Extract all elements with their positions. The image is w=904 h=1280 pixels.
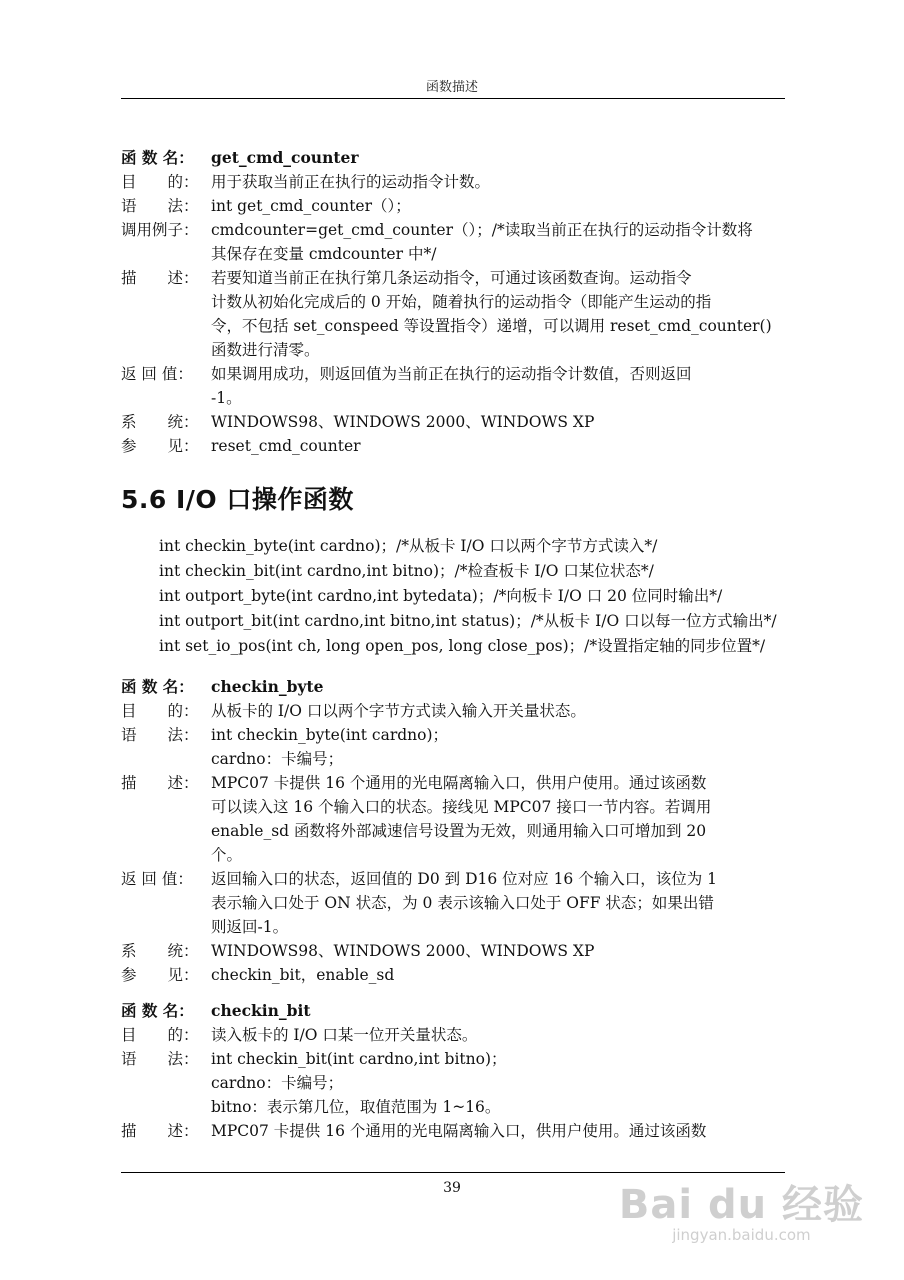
see-also-text: checkin_bit，enable_sd — [211, 966, 395, 984]
name-label: 函 数 名： — [121, 677, 194, 696]
function-name-row — [121, 675, 785, 699]
description-label: 描 述： — [121, 269, 199, 287]
description-label: 描 述： — [121, 774, 199, 792]
purpose-row — [121, 699, 785, 723]
system-label: 系 统： — [121, 942, 199, 960]
description-text-1: MPC07 卡提供 16 个通用的光电隔离输入口，供用户使用。通过该函数 — [211, 774, 707, 792]
system-row — [121, 410, 785, 434]
system-row — [121, 939, 785, 963]
description-row — [121, 771, 785, 795]
purpose-row — [121, 1023, 785, 1047]
function-name: get_cmd_counter — [211, 148, 359, 167]
function-name-row — [121, 999, 785, 1023]
purpose-label: 目 的： — [121, 1026, 199, 1044]
function-name-row — [121, 146, 785, 170]
prototype-line: int outport_bit(int cardno,int bitno,int status)；/*从板卡 I/O 口以每一位方式输出*/ — [159, 612, 777, 630]
page-number: 39 — [443, 1180, 461, 1196]
syntax-label: 语 法： — [121, 726, 199, 744]
description-text-4: 个。 — [211, 846, 243, 864]
description-text-2: 可以读入这 16 个输入口的状态。接线见 MPC07 接口一节内容。若调用 — [211, 798, 712, 816]
syntax-label: 语 法： — [121, 1050, 199, 1068]
syntax-label: 语 法： — [121, 197, 199, 215]
system-text: WINDOWS98、WINDOWS 2000、WINDOWS XP — [211, 942, 595, 960]
syntax-text: int checkin_bit(int cardno,int bitno)； — [211, 1050, 507, 1068]
purpose-label: 目 的： — [121, 173, 199, 191]
name-label: 函 数 名： — [121, 148, 194, 167]
syntax-text: int checkin_byte(int cardno)； — [211, 726, 449, 744]
prototype-line: int checkin_byte(int cardno)；/*从板卡 I/O 口以两个字节方式读入*/ — [159, 537, 658, 555]
return-row — [121, 867, 785, 891]
prototype-line: int set_io_pos(int ch, long open_pos, long close_pos)；/*设置指定轴的同步位置*/ — [159, 637, 766, 655]
function-name: checkin_byte — [211, 677, 324, 696]
purpose-text: 从板卡的 I/O 口以两个字节方式读入输入开关量状态。 — [211, 702, 586, 720]
purpose-text: 用于获取当前正在执行的运动指令计数。 — [211, 173, 491, 191]
purpose-row — [121, 170, 785, 194]
purpose-text: 读入板卡的 I/O 口某一位开关量状态。 — [211, 1026, 478, 1044]
syntax-row — [121, 723, 785, 747]
example-text-1: cmdcounter=get_cmd_counter（）；/*读取当前正在执行的运动指令计数将 — [211, 221, 753, 239]
syntax-row — [121, 194, 785, 218]
prototype-line: int checkin_bit(int cardno,int bitno)；/*检查板卡 I/O 口某位状态*/ — [159, 562, 654, 580]
return-text-3: 则返回-1。 — [211, 918, 289, 936]
prototype-line: int outport_byte(int cardno,int bytedata)；/*向板卡 I/O 口 20 位同时输出*/ — [159, 587, 723, 605]
see-also-row — [121, 963, 785, 987]
function-name: checkin_bit — [211, 1001, 311, 1020]
syntax-param-1: cardno：卡编号； — [211, 1074, 344, 1092]
example-row — [121, 218, 785, 242]
function-entry-get-cmd-counter — [121, 146, 785, 458]
page-content — [121, 146, 785, 1143]
see-also-label: 参 见： — [121, 437, 199, 455]
syntax-param-2: bitno：表示第几位，取值范围为 1~16。 — [211, 1098, 501, 1116]
syntax-param: cardno：卡编号； — [211, 750, 344, 768]
description-text-1: MPC07 卡提供 16 个通用的光电隔离输入口，供用户使用。通过该函数 — [211, 1122, 707, 1140]
see-also-label: 参 见： — [121, 966, 199, 984]
watermark-url: jingyan.baidu.com — [672, 1226, 811, 1244]
watermark — [619, 1173, 864, 1244]
description-row — [121, 1119, 785, 1143]
return-text-2: 表示输入口处于 ON 状态，为 0 表示该输入口处于 OFF 状态；如果出错 — [211, 894, 714, 912]
description-text-2: 计数从初始化完成后的 0 开始，随着执行的运动指令（即能产生运动的指 — [211, 293, 712, 311]
system-text: WINDOWS98、WINDOWS 2000、WINDOWS XP — [211, 413, 595, 431]
description-text-4: 函数进行清零。 — [211, 341, 320, 359]
watermark-brand: Bai du 经验 — [618, 1182, 864, 1228]
return-label: 返 回 值： — [121, 365, 193, 383]
example-text-2: 其保存在变量 cmdcounter 中*/ — [211, 245, 437, 263]
return-row — [121, 362, 785, 386]
syntax-text: int get_cmd_counter（）； — [211, 197, 411, 215]
return-text-1: 返回输入口的状态，返回值的 D0 到 D16 位对应 16 个输入口，该位为 1 — [211, 870, 718, 888]
name-label: 函 数 名： — [121, 1001, 194, 1020]
header-rule — [121, 98, 785, 99]
purpose-label: 目 的： — [121, 702, 199, 720]
description-text-1: 若要知道当前正在执行第几条运动指令，可通过该函数查询。运动指令 — [211, 269, 692, 287]
description-label: 描 述： — [121, 1122, 199, 1140]
see-also-row — [121, 434, 785, 458]
return-text-2: -1。 — [211, 389, 242, 407]
description-text-3: enable_sd 函数将外部减速信号设置为无效，则通用输入口可增加到 20 — [211, 822, 707, 840]
page-header: 函数描述 — [425, 80, 478, 95]
see-also-text: reset_cmd_counter — [211, 437, 361, 455]
section-heading: 5.6 I/O 口操作函数 — [121, 485, 354, 514]
description-text-3: 令，不包括 set_conspeed 等设置指令）递增，可以调用 reset_cmd_counter() — [211, 317, 772, 335]
system-label: 系 统： — [121, 413, 199, 431]
example-label: 调用例子： — [121, 221, 199, 239]
prototype-list — [121, 534, 785, 659]
function-entry-checkin-byte — [121, 675, 785, 987]
return-label: 返 回 值： — [121, 870, 193, 888]
syntax-row — [121, 1047, 785, 1071]
description-row — [121, 266, 785, 290]
function-entry-checkin-bit — [121, 999, 785, 1143]
return-text-1: 如果调用成功，则返回值为当前正在执行的运动指令计数值，否则返回 — [211, 365, 692, 383]
